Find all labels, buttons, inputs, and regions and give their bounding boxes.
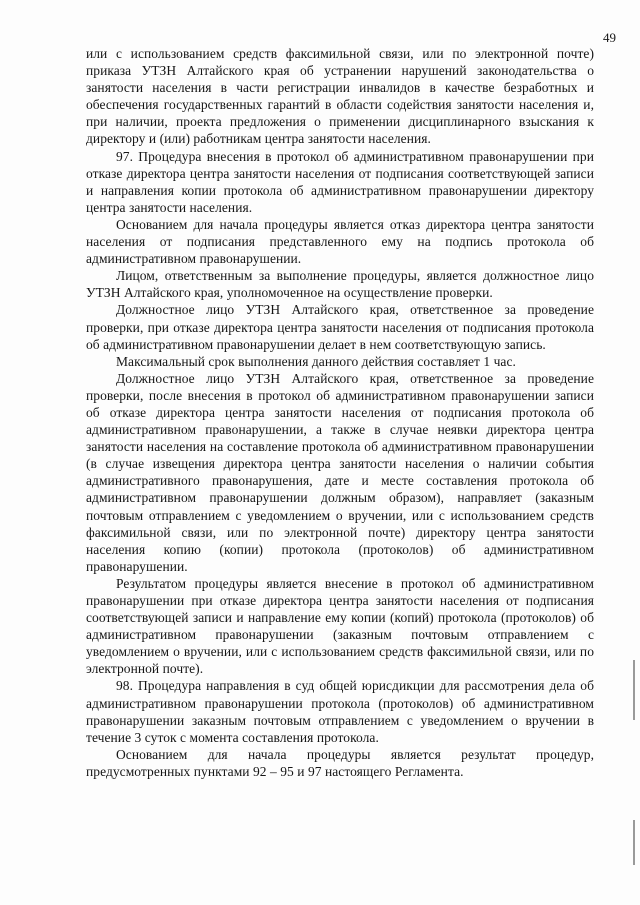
paragraph-97-heading: 97. Процедура внесения в протокол об административном правонарушении при отказе директора центра занятости населения от подписания соответствующей записи и направления копии протокола об административном правонарушении директору центра занятости населения.	[86, 148, 594, 215]
scan-edge-mark	[633, 820, 635, 865]
paragraph-97-basis: Основанием для начала процедуры является отказ директора центра занятости населения от подписания представленного ему на подпись протокола об административном правонарушении.	[86, 216, 594, 267]
paragraph-97-sending: Должностное лицо УТЗН Алтайского края, ответственное за проведение проверки, после внесения в протокол об административном правонарушении записи об отказе директора центра занятости населения от подписания протокола об административном правонарушении, а также в случае неявки директора центра занятости населения на составление протокола об административном правонарушении (в случае извещения директора центра занятости населения о наличии события административного правонарушения, дате и месте составления протокола об административном правонарушении должным образом), направляет (заказным почтовым отправлением с уведомлением о вручении, или с использованием средств факсимильной связи, или по электронной почте) директору центра занятости населения копию (копии) протокола (протоколов) об административном правонарушении.	[86, 370, 594, 574]
paragraph-97-result: Результатом процедуры является внесение в протокол об административном правонарушении при отказе директора центра занятости населения от подписания соответствующей записи и направление ему копии (копий) протокола (протоколов) об административном правонарушении (заказным почтовым отправлением с уведомлением о вручении, или с использованием средств факсимильной связи, или по электронной почте).	[86, 575, 594, 677]
page-number: 49	[603, 30, 616, 45]
scan-edge-mark	[633, 660, 635, 720]
paragraph-97-max-time: Максимальный срок выполнения данного действия составляет 1 час.	[116, 353, 516, 369]
document-body	[86, 45, 594, 780]
paragraph-98-heading: 98. Процедура направления в суд общей юрисдикции для рассмотрения дела об административном правонарушении протокола (протоколов) об административном правонарушении заказным почтовым отправлением с уведомлением о вручении в течение 3 суток с момента составления протокола.	[86, 678, 594, 745]
paragraph-97-responsible: Лицом, ответственным за выполнение процедуры, является должностное лицо УТЗН Алтайского края, уполномоченное на осуществление проверки.	[86, 268, 594, 301]
paragraph-98-basis: Основанием для начала процедуры является результат процедур, предусмотренных пунктами 92 – 95 и 97 настоящего Регламента.	[86, 746, 594, 779]
paragraph-continuation: или с использованием средств факсимильной связи, или по электронной почте) приказа УТЗН Алтайского края об устранении нарушений законодательства о занятости населения в части регистрации инвалидов в качестве безработных и обеспечения государственных гарантий в области содействия занятости населения и, при наличии, проекта предложения о применении дисциплинарного взыскания к директору и (или) работникам центра занятости населения.	[86, 46, 594, 147]
paragraph-97-record: Должностное лицо УТЗН Алтайского края, ответственное за проведение проверки, при отказе директора центра занятости населения от подписания протокола об административном правонарушении делает в нем соответствующую запись.	[86, 302, 594, 352]
